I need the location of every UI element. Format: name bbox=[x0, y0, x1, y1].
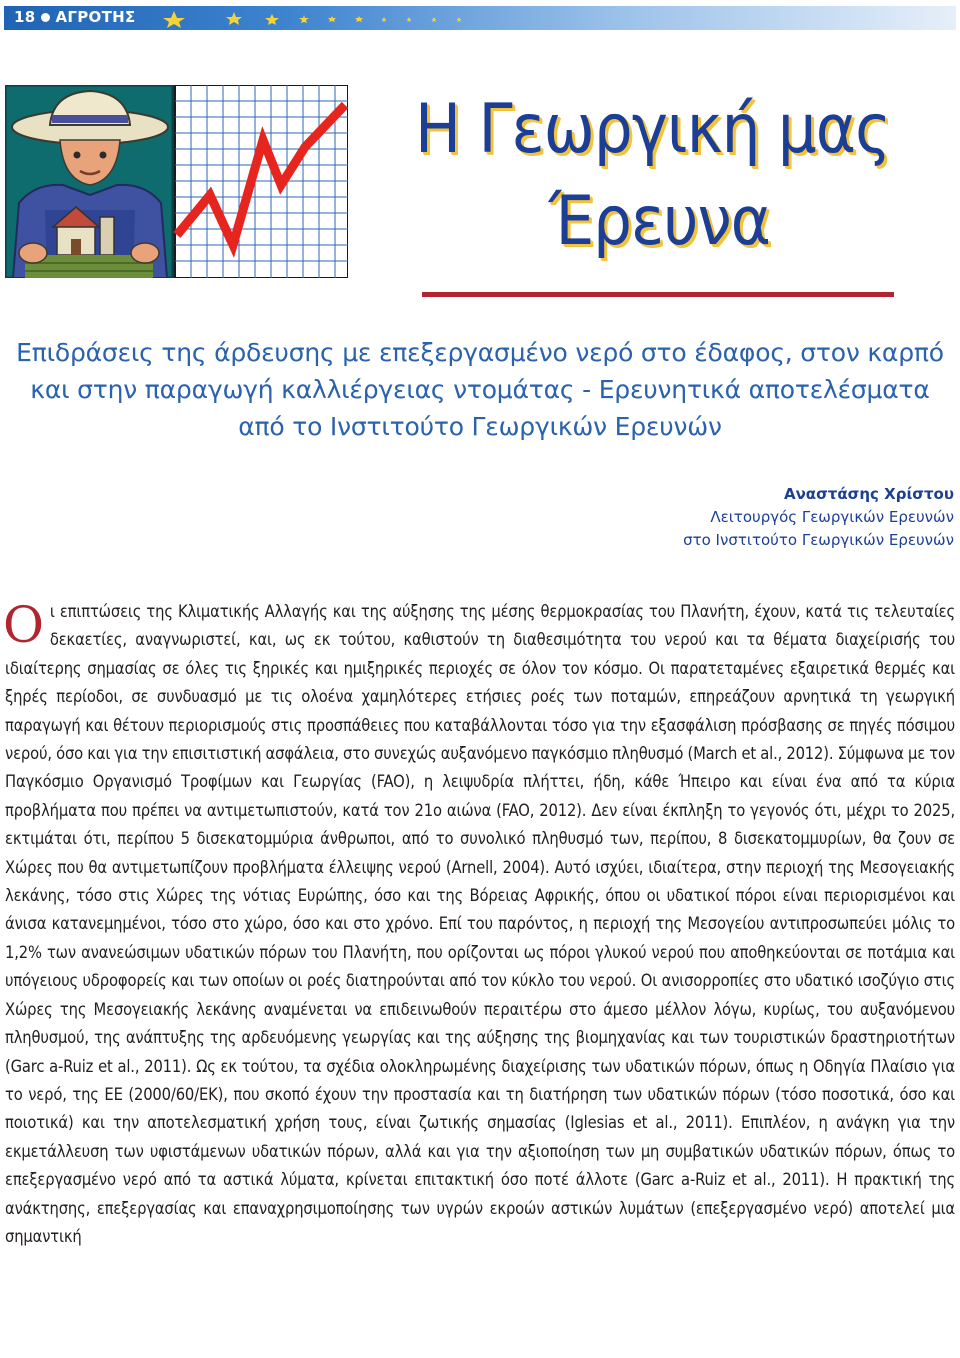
eu-stars-icon bbox=[154, 7, 484, 29]
article-text: ι επιπτώσεις της Κλιματικής Αλλαγής και της αύξησης της μέσης θερμοκρασίας του Πλανήτη, έχουν, κατά τις τελευταίες δεκαετίες, αναγνωριστεί, και, ως εκ τούτου, καθιστούν τη διαθεσιμότητα του νερού και τα θέματα διαχείρισής του ιδιαίτερης σημασίας σε όλες τις ξηρικές και ημιξηρικές περιοχές σε όλον τον κόσμο. Οι παρατεταμένες εξαιρετικά θερμές και ξηρές περίοδοι, σε συνδυασμό με τις ολοένα χαμηλότερες ετήσιες ροές των ποταμών, επηρεάζουν αρνητικά τη γεωργική παραγωγή και θέτουν περιορισμούς στις προσπάθειες που καταβάλλονται τόσο για την εξασφάλιση πρόσβασης σε πηγές πόσιμου νερού, όσο και για την επισιτιστική ασφάλεια, στο συνεχώς αυξανόμενο παγκόσμιο πληθυσμό (March et al., 2012). Σύμφωνα με τον Παγκόσμιο Οργανισμό Τροφίμων και Γεωργίας (FAO), η λειψυδρία πλήττει, ήδη, κάθε Ήπειρο και είναι ένα από τα κύρια προβλήματα που πρέπει να αντιμετωπιστούν, κατά τον 21ο αιώνα (FAO, 2012). Δεν είναι έκπληξη το γεγονός ότι, μέχρι το 2025, εκτιμάται ότι, περίπου 5 δισεκατομμύρια άνθρωποι, από το συνολικό πληθυσμό των, περίπου, 8 δισεκατομμυρίων, θα ζουν σε Χώρες που θα αντιμετωπίζουν προβλήματα έλλειψης νερού (Arnell, 2004). Αυτό ισχύει, ιδιαίτερα, στην περιοχή της Μεσογειακής λεκάνης, τόσο στις Χώρες της νότιας Ευρώπης, όσο και της Βόρειας Αφρικής, όπου οι υδατικοί πόροι είναι περιορισμένοι και άνισα κατανεμημένοι, τόσο στο χώρο, όσο και στο χρόνο. Επί του παρόντος, η περιοχή της Μεσογείου αντιπροσωπεύει μόλις το 1,2% των ανανεώσιμων υδατικών πόρων του Πλανήτη, που ορίζονται ως πόροι γλυκού νερού που αποθηκεύονται σε ποτάμια και υπόγειους υδροφορείς και των οποίων οι ροές διατηρούνται από τον κύκλο του νερού. Οι ανισορροπίες στο υδατικό ισοζύγιο στις Χώρες της Μεσογειακής λεκάνης αναμένεται να επιδεινωθούν περαιτέρω στο άμεσο μέλλον λόγω, κυρίως, του αυξανόμενου πληθυσμού, της ανάπτυξης της αρδευόμενης γεωργίας και της αύξησης της βιομηχανίας και των τουριστικών δραστηριοτήτων (Garc a-Ruiz et al., 2011). Ως εκ τούτου, τα σχέδια ολοκληρωμένης διαχείρισης των υδατικών πόρων, όπως η Οδηγία Πλαίσιο για το νερό, της ΕΕ (2000/60/ΕΚ), που σκοπό έχουν την προστασία και τη διατήρηση των υδατικών πόρων (τόσο ποσοτικά, όσο και ποιοτικά) και την αποτελεσματική χρήση τους, είναι ζωτικής σημασίας (Iglesias et al., 2011). Επιπλέον, η ανάγκη για την εκμετάλλευση των υφιστάμενων υδατικών πόρων, αλλά και για την αξιοποίηση των μη συμβατικών υδατικών πόρων, όπως το επεξεργασμένο νερό από τα αστικά λύματα, κρίνεται επιτακτική όσο ποτέ άλλοτε (Garc a-Ruiz et al., 2011). Η πρακτική της ανάκτησης, επεξεργασίας και επαναχρησιμοποίησης των υγρών εκροών αστικών λυμάτων (επεξεργασμένο νερό) αποτελεί μια σημαντική bbox=[5, 602, 955, 1246]
bullet-dot-icon bbox=[41, 13, 50, 22]
title-line-2: Έρευνα bbox=[548, 182, 770, 261]
article-subtitle bbox=[0, 334, 960, 445]
section-name: ΑΓΡΟΤΗΣ bbox=[55, 8, 136, 26]
subtitle-line-2: και στην παραγωγή καλλιέργειας ντομάτας - Ερευνητικά αποτελέσματα bbox=[30, 375, 930, 404]
title-rule bbox=[422, 292, 894, 297]
author-role: Λειτουργός Γεωργικών Ερευνών bbox=[710, 508, 954, 526]
article-body bbox=[5, 598, 955, 1251]
page-number: 18 bbox=[14, 8, 36, 26]
article-title bbox=[400, 84, 920, 268]
drop-cap: Ο bbox=[3, 596, 44, 654]
farmer-and-rising-chart-icon bbox=[5, 85, 348, 278]
title-line-1: Η Γεωργική μας bbox=[415, 90, 890, 169]
header-bar bbox=[4, 6, 956, 30]
subtitle-line-1: Επιδράσεις της άρδευσης με επεξεργασμένο νερό στο έδαφος, στον καρπό bbox=[16, 338, 944, 367]
author-block bbox=[354, 483, 954, 552]
page-folio bbox=[14, 8, 136, 26]
subtitle-line-3: από το Ινστιτούτο Γεωργικών Ερευνών bbox=[238, 412, 722, 441]
author-institute: στο Ινστιτούτο Γεωργικών Ερευνών bbox=[683, 531, 954, 549]
author-name: Αναστάσης Χρίστου bbox=[783, 485, 954, 503]
